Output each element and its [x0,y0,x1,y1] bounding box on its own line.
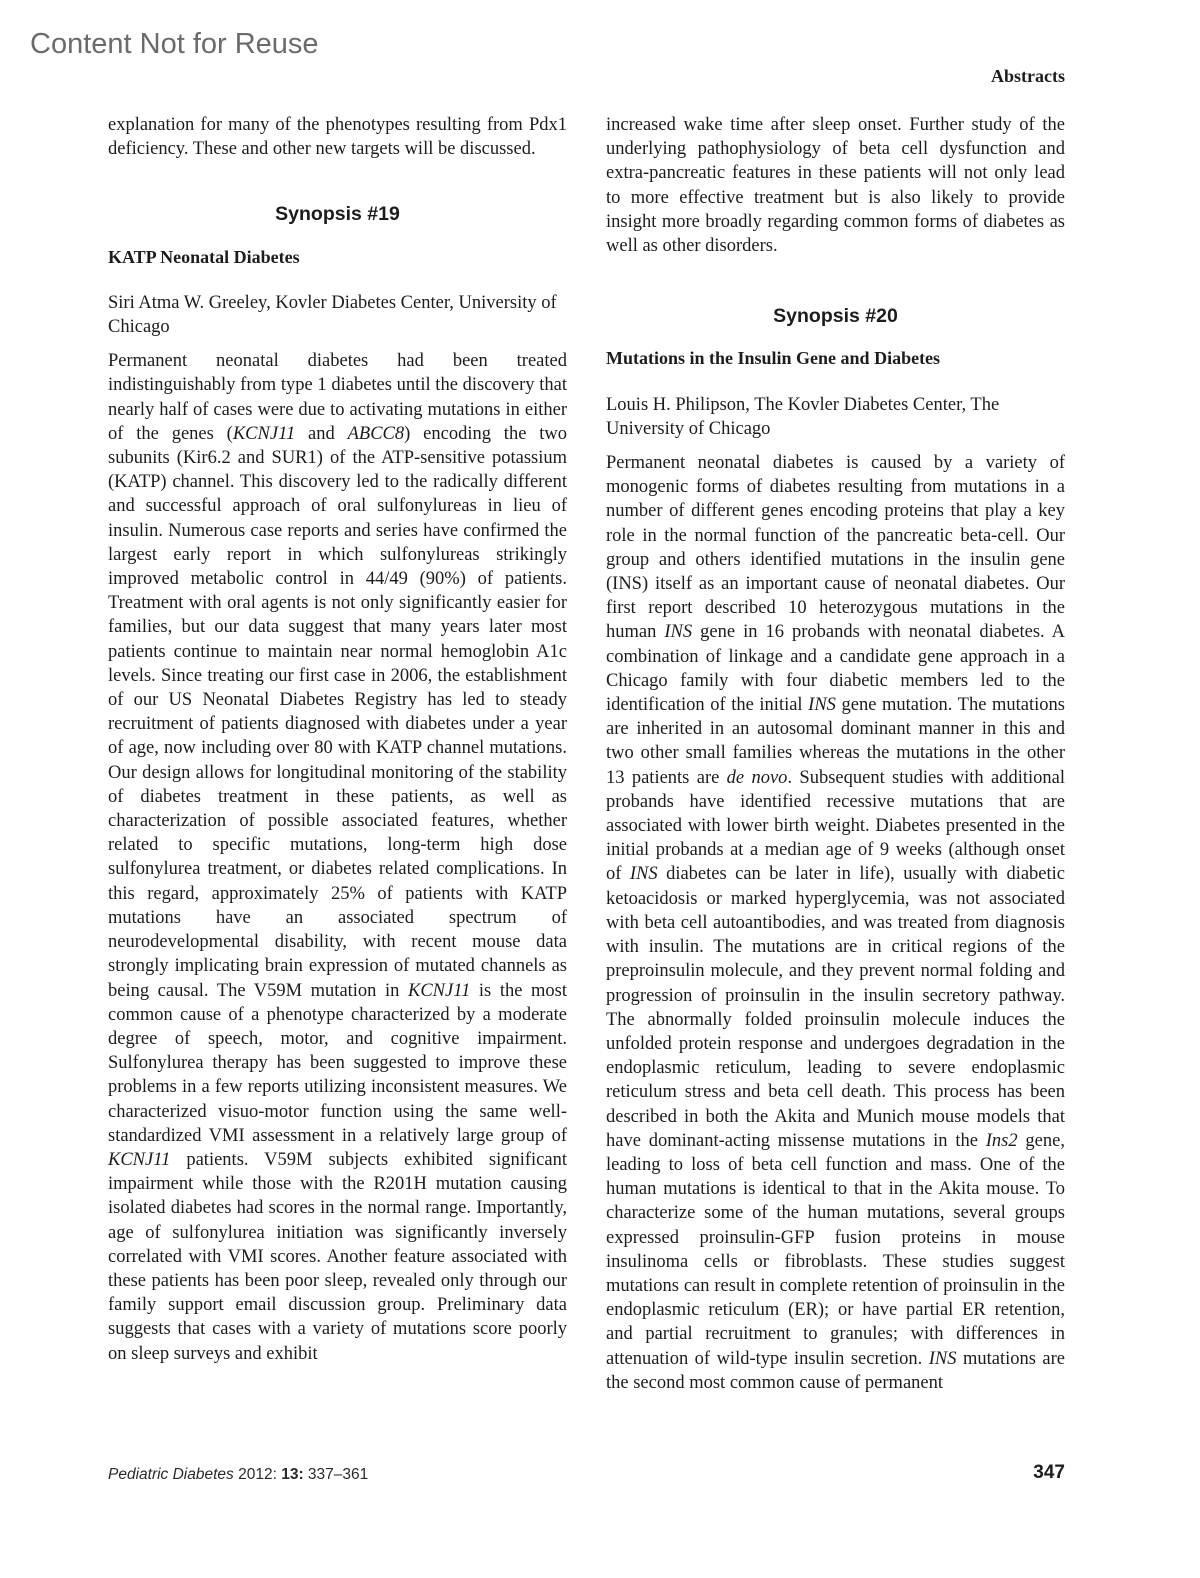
journal-year: 2012: [233,1466,282,1483]
synopsis-19-author: Siri Atma W. Greeley, Kovler Diabetes Center, University of Chicago [108,292,557,338]
journal-name: Pediatric Diabetes [108,1466,234,1483]
continued-paragraph: explanation for many of the phenotypes resulting from Pdx1 deficiency. These and other new targets will be discussed. [108,115,567,160]
synopsis-20-author: Louis H. Philipson, The Kovler Diabetes Center, The University of Chicago [606,394,1000,439]
journal-pages: 337–361 [303,1466,369,1483]
right-column [606,113,1065,1395]
page-number: 347 [1033,1462,1065,1483]
synopsis-19-body: Permanent neonatal diabetes had been treated indistinguishably from type 1 diabetes until the discovery that nearly half of cases were due to activating mutations in either of the genes (KCNJ11 and ABCC8) encoding the two subunits (Kir6.2 and SUR1) of the ATP-sensitive potassium (KATP) channel. This discovery led to the radically different and successful approach of oral sulfonylureas in lieu of insulin. Numerous case reports and series have confirmed the largest early report in which sulfonylureas strikingly improved metabolic control in 44/49 (90%) of patients. Treatment with oral agents is not only significantly easier for families, but our data suggest that many years later most patients continue to maintain near normal hemoglobin A1c levels. Since treating our first case in 2006, the establishment of our US Neonatal Diabetes Registry has led to steady recruitment of patients diagnosed with diabetes under a year of age, now including over 80 with KATP channel mutations. Our design allows for longitudinal monitoring of the stability of diabetes treatment in these patients, as well as characterization of possible associated features, whether related to specific mutations, long-term high dose sulfonylurea treatment, or diabetes related complications. In this regard, approximately 25% of patients with KATP mutations have an associated spectrum of neurodevelopmental disability, with recent mouse data strongly implicating brain expression of mutated channels as being causal. The V59M mutation in KCNJ11 is the most common cause of a phenotype characterized by a moderate degree of speech, motor, and cognitive impairment. Sulfonylurea therapy has been suggested to improve these problems in a few reports utilizing inconsistent measures. We characterized visuo-motor function using the same well-standardized VMI assessment in a relatively large group of KCNJ11 patients. V59M subjects exhibited significant impairment while those with the R201H mutation causing isolated diabetes had scores in the normal range. Importantly, age of sulfonylurea initiation was significantly inversely correlated with VMI scores. Another feature associated with these patients has been poor sleep, revealed only through our family support email discussion group. Preliminary data suggests that cases with a variety of mutations score poorly on sleep surveys and exhibit [108,351,568,1364]
synopsis-20-body: Permanent neonatal diabetes is caused by a variety of monogenic forms of diabetes resulting from mutations in a number of different genes encoding proteins that play a key role in the normal function of the pancreatic beta-cell. Our group and others identified mutations in the insulin gene (INS) itself as an important cause of neonatal diabetes. Our first report described 10 heterozygous mutations in the human INS gene in 16 probands with neonatal diabetes. A combination of linkage and a candidate gene approach in a Chicago family with four diabetic members led to the identification of the initial INS gene mutation. The mutations are inherited in an autosomal dominant manner in this and two other small families whereas the mutations in the other 13 patients are de novo. Subsequent studies with additional probands have identified recessive mutations that are associated with lower birth weight. Diabetes presented in the initial probands at a median age of 9 weeks (although onset of INS diabetes can be later in life), usually with diabetic ketoacidosis or marked hyperglycemia, was not associated with beta cell autoantibodies, and was treated from diagnosis with insulin. The mutations are in critical regions of the preproinsulin molecule, and they prevent normal folding and progression of proinsulin in the insulin secretory pathway. The abnormally folded proinsulin molecule induces the unfolded protein response and undergoes degradation in the endoplasmic reticulum, leading to severe endoplasmic reticulum stress and beta cell death. This process has been described in both the Akita and Munich mouse models that have dominant-acting missense mutations in the Ins2 gene, leading to loss of beta cell function and mass. One of the human mutations is identical to that in the Akita mouse. To characterize some of the human mutations, several groups expressed proinsulin-GFP fusion proteins in mouse insulinoma cells or fibroblasts. These studies suggest mutations can result in complete retention of proinsulin in the endoplasmic reticulum (ER); or have partial ER retention, and partial recruitment to granules; with differences in attenuation of wild-type insulin secretion. INS mutations are the second most common cause of permanent [606,453,1066,1393]
continued-paragraph: increased wake time after sleep onset. Further study of the underlying pathophysiology of beta cell dysfunction and extra-pancreatic features in these patients will not only lead to more effective treatment but is also likely to provide insight more broadly regarding common forms of diabetes as well as other disorders. [606,115,1065,257]
journal-volume: 13: [281,1466,304,1483]
synopsis-20-title: Mutations in the Insulin Gene and Diabetes [606,348,941,369]
journal-citation [108,1466,368,1484]
synopsis-19-label: Synopsis #19 [275,203,400,226]
left-column [108,113,567,1366]
synopsis-19-title: KATP Neonatal Diabetes [108,246,300,267]
running-head: Abstracts [991,66,1065,86]
watermark: Content Not for Reuse [30,28,319,60]
synopsis-20-label: Synopsis #20 [773,305,898,328]
